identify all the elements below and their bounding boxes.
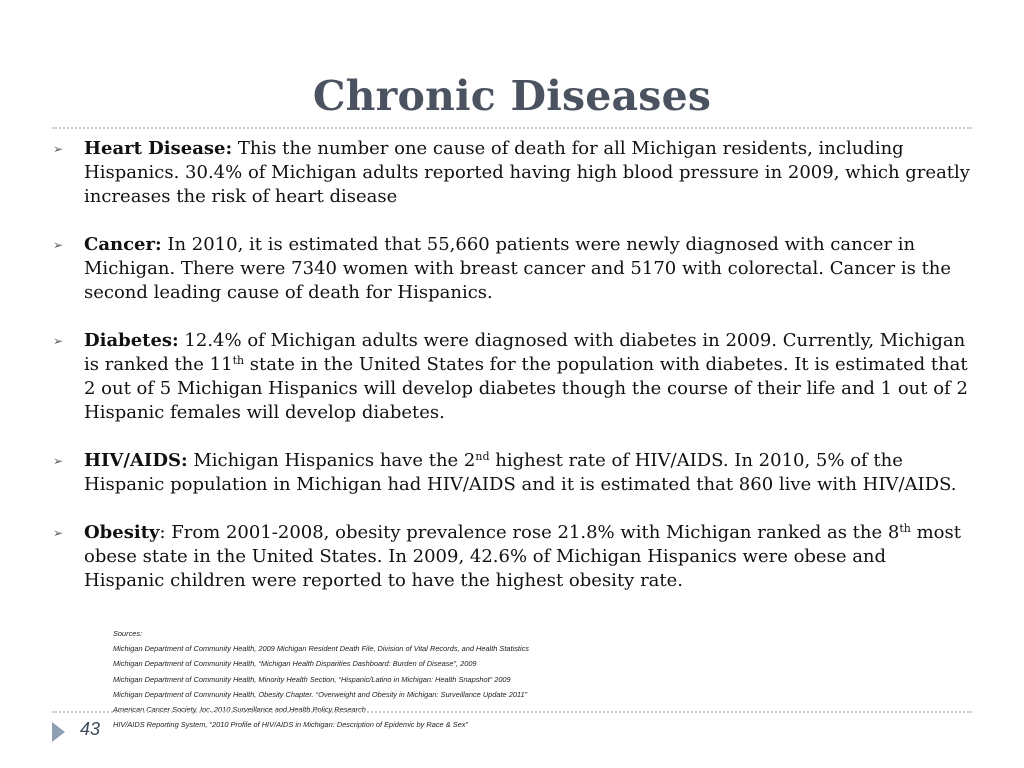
bullet-text: This the number one cause of death for all Michigan residents, including Hispanics. 30.4% of Michigan adults reported having high blood pressure in 2009, which greatly increases the risk of heart disease	[84, 138, 970, 207]
slide-title: Chronic Diseases	[312, 72, 712, 120]
bullet-cancer	[50, 233, 970, 305]
ordinal-suffix: nd	[475, 450, 490, 463]
chevron-right-icon: ➢	[53, 238, 64, 252]
ordinal-suffix: th	[899, 522, 911, 535]
page-number: 43	[80, 719, 101, 739]
bullet-list	[50, 137, 970, 617]
bullet-text: 12.4% of Michigan adults were diagnosed with diabetes in 2009. Currently, Michigan is ranked the 11	[84, 330, 966, 375]
bullet-diabetes	[50, 329, 970, 425]
bullet-text-continued: state in the United States for the population with diabetes. It is estimated that 2 out of 5 Michigan Hispanics will develop diabetes though the course of their life and 1 out of 2 Hispanic females will develop diabetes.	[84, 354, 968, 423]
bullet-text: In 2010, it is estimated that 55,660 patients were newly diagnosed with cancer in Michigan. There were 7340 women with breast cancer and 5170 with colorectal. Cancer is the second leading cause of death for Hispanics.	[84, 234, 952, 303]
source-item: HIV/AIDS Reporting System, “2010 Profile of HIV/AIDS in Michigan: Description of Epidemic by Race & Sex”	[113, 720, 468, 730]
bullet-text: Michigan Hispanics have the 2	[187, 450, 476, 471]
bullet-heading: Heart Disease:	[84, 138, 233, 159]
source-item: Michigan Department of Community Health, “Michigan Health Disparities Dashboard: Burden of Disease”, 2009	[113, 659, 477, 669]
bullet-heart-disease	[50, 137, 970, 209]
bullet-text-continued: most obese state in the United States. In 2009, 42.6% of Michigan Hispanics were obese and Hispanic children were reported to have the highest obesity rate.	[84, 522, 961, 591]
source-item: American Cancer Society, Inc. 2010 Surveillance and Health Policy Research	[113, 704, 366, 714]
source-item: Michigan Department of Community Health, 2009 Michigan Resident Death File, Division of Vital Records, and Health Statistics	[113, 644, 529, 654]
bullet-text-continued: highest rate of HIV/AIDS. In 2010, 5% of the Hispanic population in Michigan had HIV/AIDS and it is estimated that 860 live with HIV/AIDS.	[84, 450, 957, 495]
bullet-obesity	[50, 521, 970, 593]
source-item: Michigan Department of Community Health, Obesity Chapter. “Overweight and Obesity in Michigan: Surveillance Update 2011”	[113, 689, 528, 699]
bullet-heading: HIV/AIDS:	[84, 450, 188, 471]
footer-divider	[52, 711, 972, 713]
bullet-heading: Diabetes:	[84, 330, 179, 351]
sources-heading: Sources:	[113, 629, 143, 638]
title-divider	[52, 127, 972, 129]
bullet-heading: Obesity	[84, 522, 160, 543]
play-triangle-icon	[52, 722, 65, 742]
chevron-right-icon: ➢	[53, 454, 64, 468]
chevron-right-icon: ➢	[53, 142, 64, 156]
bullet-text: : From 2001-2008, obesity prevalence rose 21.8% with Michigan ranked as the 8	[159, 522, 900, 543]
source-item: Michigan Department of Community Health, Minority Health Section, “Hispanic/Latino in Michigan: Health Snapshot” 2009	[113, 674, 511, 684]
bullet-heading: Cancer:	[84, 234, 162, 255]
bullet-hiv-aids	[50, 449, 970, 497]
chevron-right-icon: ➢	[53, 526, 64, 540]
sources-list	[113, 626, 973, 732]
chevron-right-icon: ➢	[53, 334, 64, 348]
ordinal-suffix: th	[232, 354, 245, 367]
